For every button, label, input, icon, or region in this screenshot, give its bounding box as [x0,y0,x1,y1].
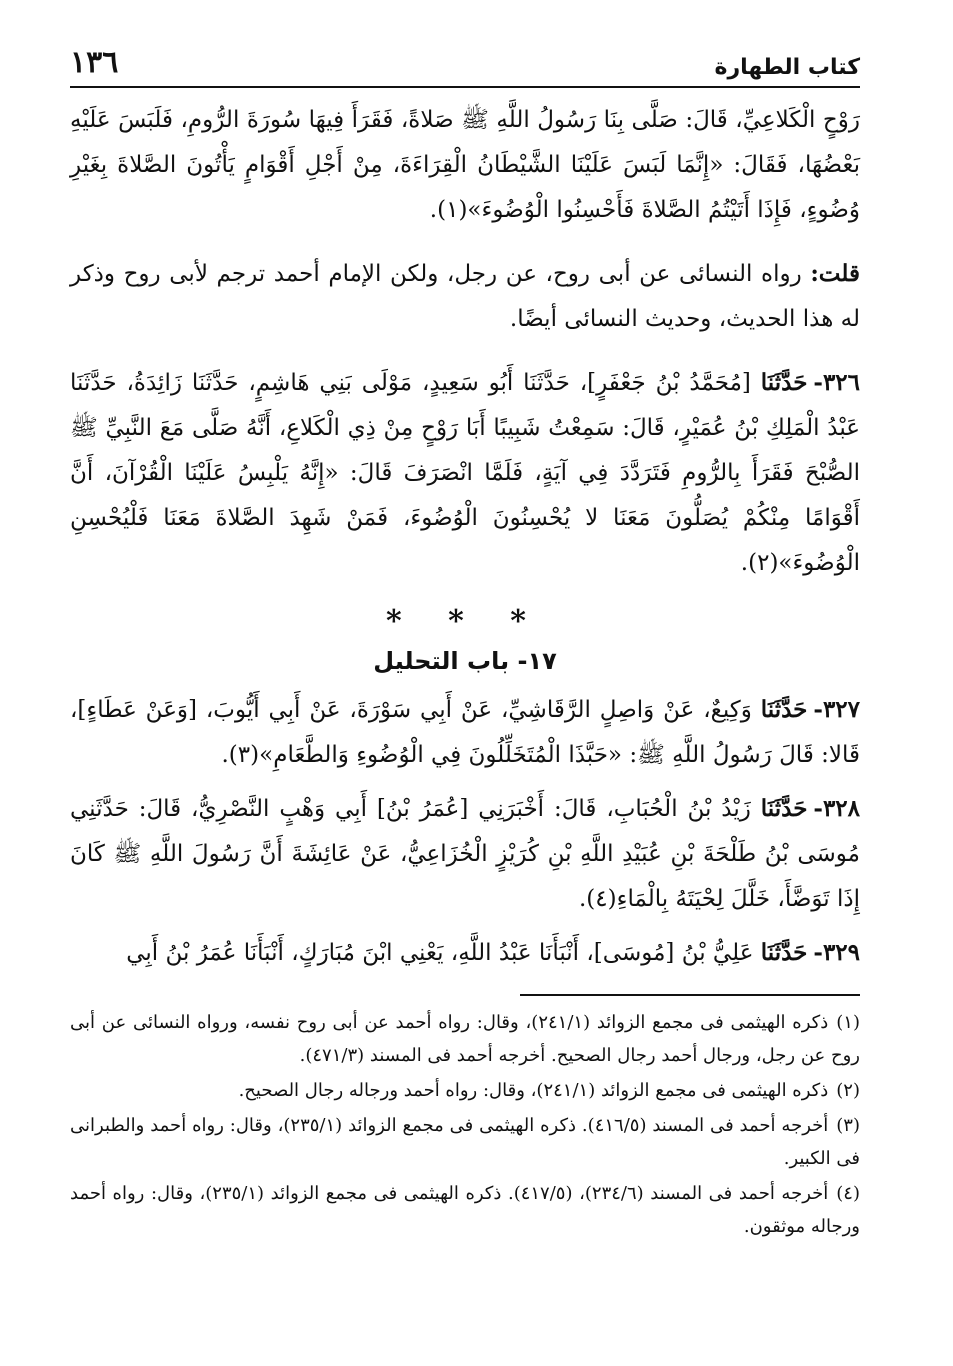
footnote-number: (٢) [836,1080,860,1101]
hadith-329 [70,930,860,976]
footnote-2 [70,1074,860,1107]
hadith-328 [70,786,860,922]
book-page [70,38,860,1348]
hadith-number: ٣٢٩- [813,939,860,966]
paragraph-text: رَوْحٍ الْكَلاعِيِّ، قَالَ: صَلَّى بِنَا رَسُولُ اللَّهِ ﷺ صَلاةً، فَقَرَأَ فِيهَا سُورَةَ الرُّومِ، فَلَبَسَ عَلَيْهِ بَعْضُهَا، فَقَالَ: «إِنَّمَا لَبَسَ عَلَيْنَا الشَّيْطَانُ الْقِرَاءَةَ، مِنْ أَجْلِ أَقْوَامٍ يَأْتُونَ الصَّلاةَ بِغَيْرِ وُضُوءٍ، فَإِذَا أَتَيْتُمُ الصَّلاةَ فَأَحْسِنُوا الْوُضُوءَ»(١). [70,107,860,223]
paragraph-text: رواه النسائى عن أبى روح، عن رجل، ولكن الإمام أحمد ترجم لأبى روح وذكر له هذا الحديث، وحديث النسائى أيضًا. [70,261,860,332]
hadith-lead: حَدَّثَنَا [760,696,808,723]
hadith-number: ٣٢٦- [813,369,861,396]
paragraph-text: وَكِيعٌ، عَنْ وَاصِلٍ الرَّقَاشِيِّ، عَنْ أَبِي سَوْرَةَ، عَنْ أَبِي أَيُّوبَ، [وَعَنْ عَطَاءٍ]، قَالا: قَالَ رَسُولُ اللَّهِ ﷺ: «حَبَّذَا الْمُتَخَلِّلُونَ فِي الْوُضُوءِ وَالطَّعَامِ»(٣). [70,697,860,768]
footnote-text: ذكره الهيثمى فى مجمع الزوائد (٢٤١/١)، وقال: رواه أحمد عن أبى روح نفسه، ورواه النسائى عن أبى روح عن رجل، ورجال أحمد رجال الصحيح. أخرجه أحمد فى المسند (٤٧١/٣). [70,1012,860,1066]
main-text [70,98,860,976]
hadith-326 [70,360,860,586]
paragraph-text: [مُحَمَّدُ بْنُ جَعْفَرٍ]، حَدَّثَنَا أَبُو سَعِيدٍ، مَوْلَى بَنِي هَاشِمٍ، حَدَّثَنَا زَائِدَةُ، حَدَّثَنَا عَبْدُ الْمَلِكِ بْنُ عُمَيْرٍ، قَالَ: سَمِعْتُ شَبِيبًا أَبَا رَوْحٍ مِنْ ذِي الْكَلاعِ، أَنَّهُ صَلَّى مَعَ النَّبِيِّ ﷺ الصُّبْحَ فَقَرَأَ بِالرُّومِ فَتَرَدَّدَ فِي آيَةٍ، فَلَمَّا انْصَرَفَ قَالَ: «إِنَّهُ يَلْبِسُ عَلَيْنَا الْقُرْآنَ، أَنَّ أَقْوَامًا مِنْكُمْ يُصَلُّونَ مَعَنَا لا يُحْسِنُونَ الْوُضُوءَ، فَمَنْ شَهِدَ الصَّلاةَ مَعَنَا فَلْيُحْسِنِ الْوُضُوءَ»(٢). [70,370,860,576]
hadith-continuation [70,98,860,233]
section-separator: * * * [386,604,544,639]
commentary-label: قلت: [810,260,860,287]
footnote-text: أخرجه أحمد فى المسند (٤١٦/٥). ذكره الهيثمى فى مجمع الزوائد (٢٣٥/١)، وقال: رواه أحمد والطبرانى فى الكبير. [70,1115,860,1169]
footnote-3 [70,1109,860,1175]
paragraph-text: زَيْدُ بْنُ الْحُبَابِ، قَالَ: أَخْبَرَنِي [عُمَرُ بْنُ] أَبِي وَهْبٍ النَّصْرِيُّ، قَالَ: حَدَّثَنِي مُوسَى بْنُ طَلْحَةَ بْنِ عُبَيْدِ اللَّهِ بْنِ كُرَيْزٍ الْخُزَاعِيُّ، عَنْ عَائِشَةَ أَنَّ رَسُولَ اللَّهِ ﷺ كَانَ إِذَا تَوَضَّأَ، خَلَّلَ لِحْيَتَهُ بِالْمَاءِ(٤). [70,796,860,912]
chapter-title: ١٧- باب التحليل [373,647,557,675]
hadith-327 [70,687,860,778]
hadith-lead: حَدَّثَنَا [760,795,808,822]
hadith-number: ٣٢٧- [813,696,860,723]
hadith-number: ٣٢٨- [813,795,861,822]
footnote-4 [70,1177,860,1243]
hadith-lead: حَدَّثَنَا [760,369,808,396]
footnote-number: (١) [836,1012,860,1033]
commentary-paragraph [70,251,860,342]
paragraph-text: عَلِيُّ بْنُ [مُوسَى]، أَنْبَأَنَا عَبْدُ اللَّهِ، يَعْنِي ابْنَ مُبَارَكٍ، أَنْبَأَنَا عُمَرُ بْنُ أَبِي [126,940,754,966]
footnote-divider [520,994,860,996]
footnote-1 [70,1006,860,1072]
footnote-text: ذكره الهيثمى فى مجمع الزوائد (٢٤١/١)، وقال: رواه أحمد ورجاله رجال الصحيح. [238,1080,829,1101]
footnote-number: (٤) [836,1183,860,1204]
running-title: كتاب الطهارة [714,55,860,80]
page-header [70,38,860,88]
hadith-lead: حَدَّثَنَا [760,939,808,966]
page-number: ١٣٦ [70,45,119,80]
footnotes [70,1006,860,1243]
footnote-text: أخرجه أحمد فى المسند (٢٣٤/٦)، (٤١٧/٥). ذكره الهيثمى فى مجمع الزوائد (٢٣٥/١)، وقال: رواه أحمد ورجاله موثقون. [70,1183,860,1237]
footnote-number: (٣) [836,1115,860,1136]
